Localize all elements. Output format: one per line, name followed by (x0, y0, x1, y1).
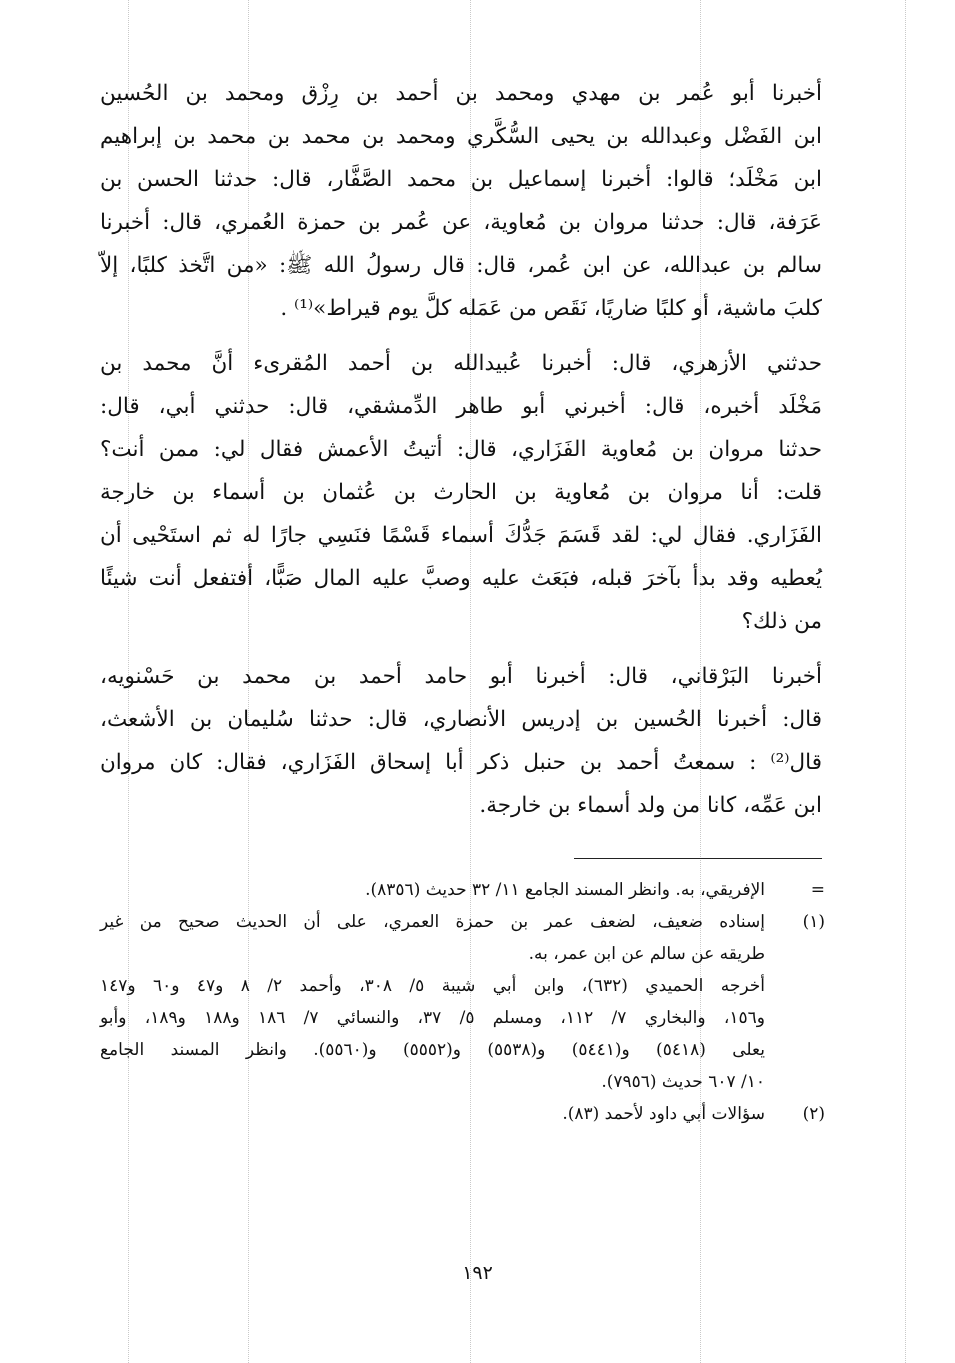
text-line: من ذلك؟ (741, 609, 822, 634)
footnote-line: يعلى (٥٤١٨) و(٥٤٤١) و(٥٥٣٨) و(٥٥٥٢) و(٥٥٦٠). وانظر المسند الجامع (100, 1040, 765, 1060)
text-line: قال⁽²⁾ : سمعتُ أحمد بن حنبل ذكر أبا إسحاق الفَزَاري، فقال: كان مروان (100, 750, 822, 775)
page-number: ١٩٢ (462, 1262, 493, 1284)
footnote-line: طريقه عن سالم عن ابن عمر، به. (528, 944, 765, 964)
text-line: حدثني الأزهري، قال: أخبرنا عُبيدالله بن أحمد المُقرىء أنَّ محمد بن (100, 351, 822, 376)
text-line: يُعطيه وقد بدأ بآخرَ قبله، فبَعَث عليه وصبَّ عليه المال صَبًّا، أفتفعل أنت شيئًا (100, 566, 822, 591)
text-line: أخبرنا أبو عُمر بن مهدي ومحمد بن أحمد بن رِزْق ومحمد بن الحُسين (100, 81, 822, 106)
text-line: ابن عَمِّه، كانا من ولد أسماء بن خارجة. (479, 793, 822, 818)
text-line: سالم بن عبدالله، عن ابن عُمر، قال: قال رسولُ الله ﷺ: «من اتَّخذ كلبًا، إلاّ (100, 253, 822, 278)
footnote-2 (100, 1098, 825, 1130)
footnotes (100, 874, 825, 1130)
footnote-marker: (٢) (802, 1104, 825, 1124)
paragraph-1 (100, 72, 822, 330)
text-line: الفَزَاري. فقال لي: لقد قَسَمَ جَدُّكَ أسماء قَسْمًا فنَسِي جارًا له ثم استَحْيى أن (100, 523, 822, 548)
text-line: عَرَفة، قال: حدثنا مروان بن مُعاوية، عن عُمر بن حمزة العُمري، قال: أخبرنا (100, 210, 822, 235)
paragraph-3 (100, 655, 822, 827)
text-line: مَخْلَد أخبره، قال: أخبرني أبو طاهر الدِّمشقي، قال: حدثني أبي، قال: (100, 394, 822, 419)
text-line: أخبرنا البَرْقاني، قال: أخبرنا أبو حامد أحمد بن محمد بن حَسْنويه، (100, 664, 822, 689)
footnote-line: و١٥٦، والبخاري ٧/ ١١٢، ومسلم ٥/ ٣٧، والنسائي ٧/ ١٨٦ و١٨٨ و١٨٩، وأبو (100, 1008, 765, 1028)
text-line: ابن الفَضْل وعبدالله بن يحيى السُّكَّري ومحمد بن محمد بن محمد بن إبراهيم (100, 124, 822, 149)
paragraph-2 (100, 342, 822, 643)
footnote-line: سؤالات أبي داود لأحمد (٨٣). (562, 1104, 765, 1124)
footnote-line: ١٠/ ٦٠٧ حديث (٧٩٥٦). (601, 1072, 765, 1092)
footnote-marker: (١) (802, 912, 825, 932)
main-text (100, 72, 822, 827)
footnote-line: الإفريقي، به. وانظر المسند الجامع ١١/ ٣٢ حديث (٨٣٥٦). (365, 880, 765, 900)
footnote-line: إسناده ضعيف، لضعف عمر بن حمزة العمري، على أن الحديث صحيح من غير (100, 912, 765, 932)
text-line: حدثنا مروان بن مُعاوية الفَزَاري، قال: أتيتُ الأعمش فقال لي: ممن أنت؟ (100, 437, 822, 462)
text-line: قال: أخبرنا الحُسين بن إدريس الأنصاري، قال: حدثنا سُليمان بن الأشعث، (100, 707, 822, 732)
footnote-1 (100, 906, 825, 1098)
footnote-line: أخرجه الحميدي (٦٣٢)، وابن أبي شيبة ٥/ ٣٠٨، وأحمد ٢/ ٨ و٤٧ و٦٠ و١٤٧ (100, 976, 765, 996)
text-line: ابن مَخْلَد؛ قالوا: أخبرنا إسماعيل بن محمد الصَّفَّار، قال: حدثنا الحسن بن (100, 167, 822, 192)
scan-artifact-line (905, 0, 906, 1363)
footnote-separator (574, 858, 822, 859)
footnote-marker: = (810, 880, 825, 900)
text-line: كلبَ ماشية، أو كلبًا ضاريًا، نَقَص من عَمَله كلَّ يوم قيراط»⁽¹⁾ . (280, 296, 822, 321)
footnote-continuation (100, 874, 825, 906)
text-line: قلت: أنا مروان بن مُعاوية بن الحارث بن عُثمان بن أسماء بن خارجة (100, 480, 822, 505)
